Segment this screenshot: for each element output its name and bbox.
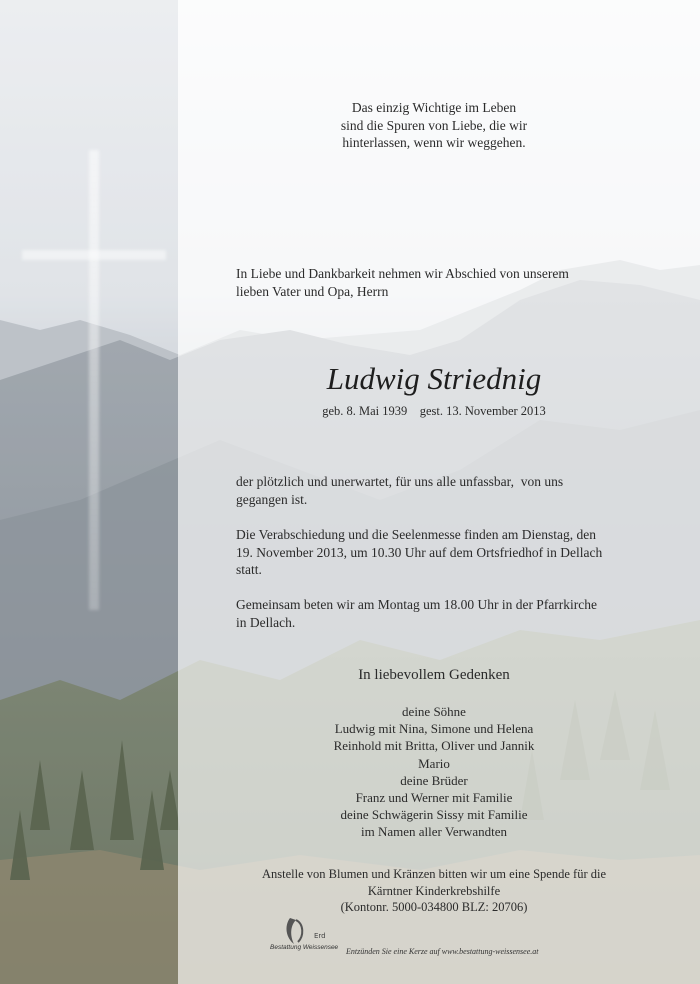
paragraph-prayer	[236, 596, 626, 631]
paragraph-line: Die Verabschiedung und die Seelenmesse finden am Dienstag, den	[236, 527, 597, 542]
mourners-list	[290, 703, 578, 841]
funeral-home-name: Bestattung Weissensee	[270, 944, 339, 951]
mourner-line: im Namen aller Verwandten	[361, 824, 507, 840]
motto-line: Das einzig Wichtige im Leben	[351, 100, 517, 115]
mourner-line: deine Schwägerin Sissy mit Familie	[340, 807, 528, 823]
intro-line: lieben Vater und Opa, Herrn	[236, 283, 389, 299]
logo-mark-text: Erd	[314, 932, 326, 940]
paragraph-funeral	[236, 526, 626, 579]
cross-horizontal-beam	[22, 250, 166, 260]
donation-line: (Kontonr. 5000-034800 BLZ: 20706)	[340, 900, 528, 914]
mourner-line: Ludwig mit Nina, Simone und Helena	[334, 721, 534, 737]
paragraph-line: in Dellach.	[236, 614, 296, 630]
mourner-line: Franz und Werner mit Familie	[355, 790, 513, 806]
paragraph-line: Gemeinsam beten wir am Montag um 18.00 Uhr in der Pfarrkirche	[236, 597, 598, 612]
paragraph-line: gegangen ist.	[236, 491, 308, 507]
paragraph-line: der plötzlich und unerwartet, für uns alle unfassbar, von uns	[236, 474, 564, 489]
motto-quote	[300, 99, 568, 152]
donation-request	[230, 866, 638, 916]
paragraph-passing	[236, 473, 626, 508]
motto-line: hinterlassen, wenn wir weggehen.	[342, 135, 526, 150]
mourner-line: deine Söhne	[402, 704, 466, 719]
cross-vertical-beam	[89, 150, 99, 610]
mourner-line: Mario	[418, 755, 450, 771]
mourner-line: Reinhold mit Britta, Oliver und Jannik	[333, 738, 535, 754]
memorial-heading: In liebevollem Gedenken	[358, 667, 510, 683]
donation-line: Kärntner Kinderkrebshilfe	[367, 883, 501, 898]
mourner-line: deine Brüder	[400, 772, 468, 788]
motto-line: sind die Spuren von Liebe, die wir	[340, 117, 528, 133]
deceased-name: Ludwig Striednig	[326, 361, 542, 396]
paragraph-line: 19. November 2013, um 10.30 Uhr auf dem Ortsfriedhof in Dellach	[236, 544, 603, 560]
paragraph-line: statt.	[236, 562, 262, 577]
intro-line: In Liebe und Dankbarkeit nehmen wir Abschied von unserem	[236, 266, 569, 281]
candle-link-text[interactable]: Entzünden Sie eine Kerze auf www.bestattung-weissensee.at	[346, 947, 539, 956]
life-dates: geb. 8. Mai 1939 gest. 13. November 2013	[322, 404, 546, 418]
donation-line: Anstelle von Blumen und Kränzen bitten wir um eine Spende für die	[261, 867, 606, 881]
intro-text	[236, 265, 616, 300]
